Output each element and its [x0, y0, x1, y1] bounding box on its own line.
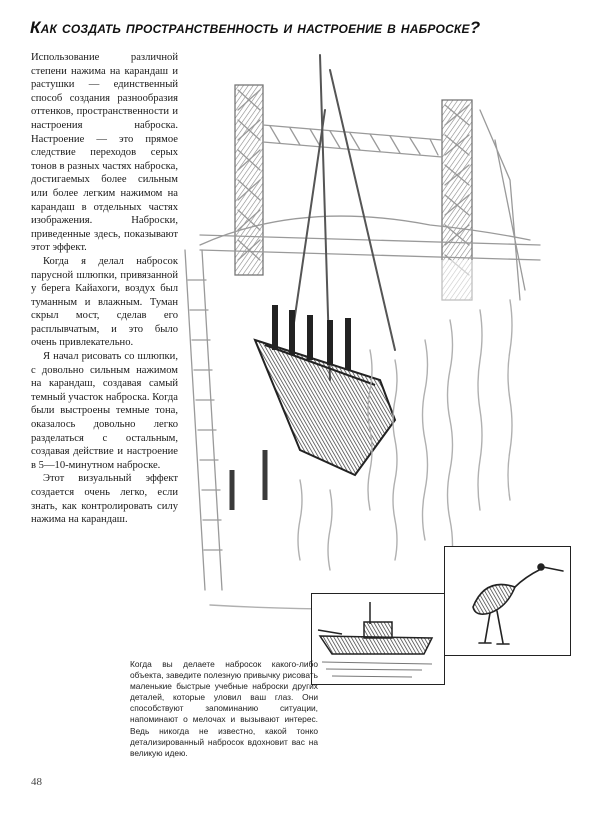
- body-text: [31, 51, 178, 527]
- heron-sketch: [445, 547, 570, 655]
- page-title: Как создать пространственность и настроение в наброске?: [30, 18, 481, 37]
- heron-sketch-inset: [444, 546, 571, 656]
- paragraph-2: Когда я делал набросок парусной шлюпки, привязанной у берега Кайахоги, воздух был туманным и влажным. Туман скрыл мост, сделав его расплывчатым, и это было очень привлекательно.: [31, 255, 178, 349]
- page-number: 48: [31, 776, 42, 788]
- tugboat-sketch: [312, 594, 444, 684]
- paragraph-4: Этот визуальный эффект создается очень легко, если знать, как контролировать силу нажима на карандаш.: [31, 473, 178, 526]
- bridge-sailboat-sketch: [180, 50, 600, 610]
- tugboat-sketch-inset: [311, 593, 445, 685]
- caption: Когда вы делаете набросок какого-либо объекта, заведите полезную привычку рисовать маленькие быстрые учебные наброски других деталей, которые уловил ваш глаз. Они способствуют запоминанию ситуации, напоминают о мелочах и вызывают интерес. Ведь никогда не известно, какой тонко детализированный набросок вдохновит вас на великую идею.: [130, 659, 318, 758]
- paragraph-3: Я начал рисовать со шлюпки, с довольно сильным нажимом на карандаш, создавая самый темный участок наброска. Когда были выстроены темные тона, оказалось довольно легко разделаться с остальным, создавая действие и настроение в 5—10-минутном наброске.: [31, 351, 178, 471]
- paragraph-1: Использование различной степени нажима на карандаш и растушки — единственный способ создания разнообразия оттенков, пространственности и настроения наброска. Настроение — это прямое следствие переходов серых тонов в разных частях наброска, достигаемых более сильным или более легким нажимом на карандаш в отдельных частях изображения. Наброски, приведенные здесь, показывают этот эффект.: [31, 52, 178, 254]
